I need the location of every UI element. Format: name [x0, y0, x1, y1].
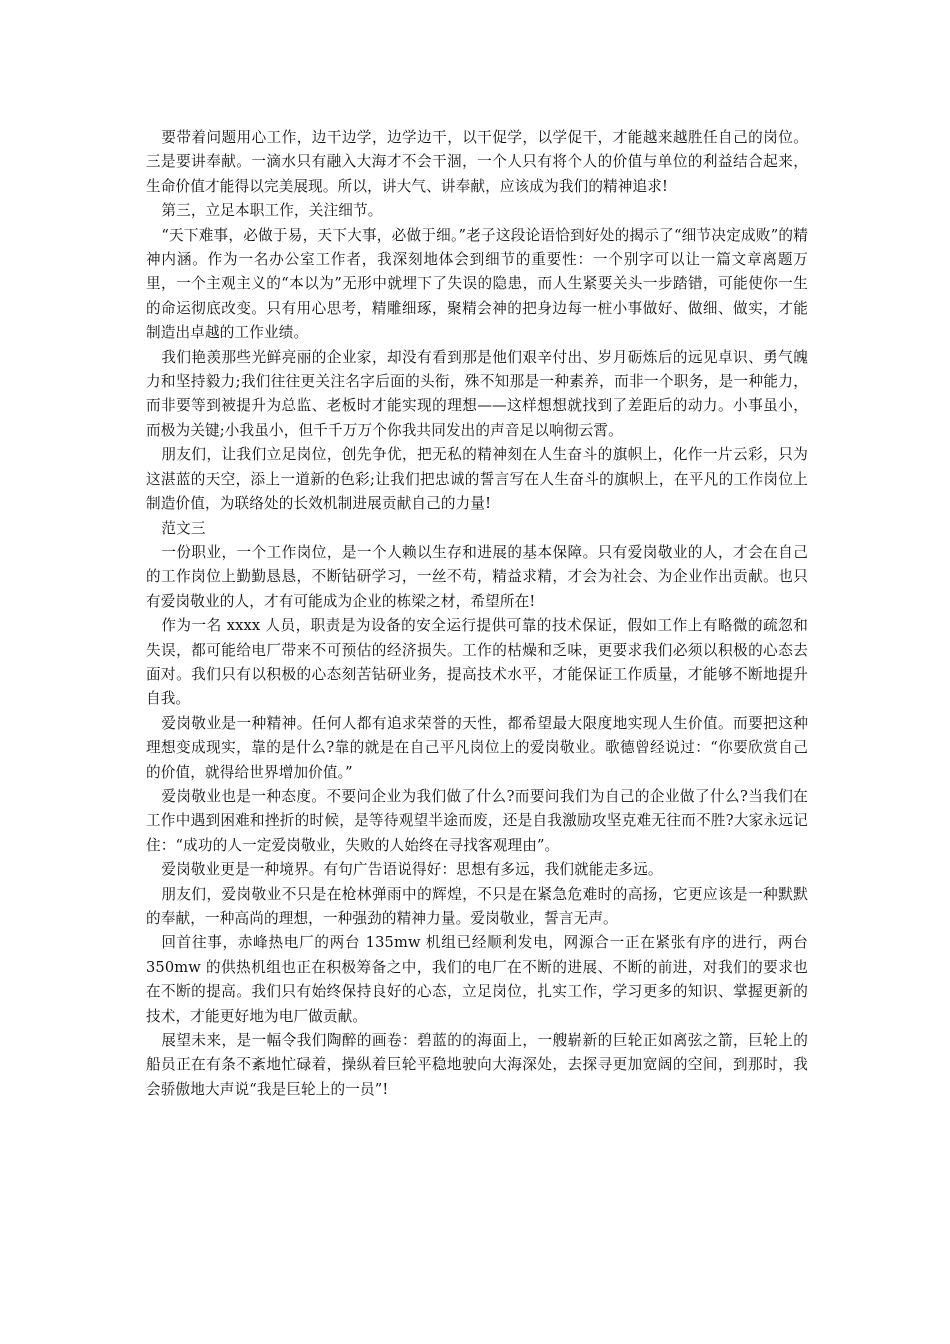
paragraph-10: 朋友们，爱岗敬业不只是在枪林弹雨中的辉煌，不只是在紧急危难时的高扬，它更应该是一种默默的奉献，一种高尚的理想，一种强劲的精神力量。爱岗敬业，誓言无声。 — [146, 885, 808, 927]
paragraph-7: 爱岗敬业是一种精神。任何人都有追求荣誉的天性，都希望最大限度地实现人生价值。而要把这种理想变成现实，靠的是什么?靠的就是在自己平凡岗位上的爱岗敬业。歌德曾经说过：“你要欣赏自己的价值，就得给世界增加价值。” — [146, 714, 808, 781]
document-body — [146, 126, 808, 1102]
paragraph-1: 要带着问题用心工作，边干边学，边学边干，以干促学，以学促干，才能越来越胜任自己的岗位。三是要讲奉献。一滴水只有融入大海才不会干涸，一个人只有将个人的价值与单位的利益结合起来，生命价值才能得以完美展现。所以，讲大气、讲奉献，应该成为我们的精神追求! — [146, 129, 808, 195]
section-heading-third: 第三，立足本职工作，关注细节。 — [161, 202, 383, 220]
paragraph-2: “天下难事，必做于易，天下大事，必做于细。”老子这段论语恰到好处的揭示了“细节决定成败”的精神内涵。作为一名办公室工作者，我深刻地体会到细节的重要性：一个别字可以让一篇文章离题万里，一个主观主义的“本以为”无形中就埋下了失误的隐患，而人生紧要关头一步踏错，可能使你一生的命运彻底改变。只有用心思考，精雕细琢，聚精会神的把身边每一桩小事做好、做细、做实，才能制造出卓越的工作业绩。 — [146, 226, 808, 342]
paragraph-3: 我们艳羡那些光鲜亮丽的企业家，却没有看到那是他们艰辛付出、岁月砺炼后的远见卓识、勇气魄力和坚持毅力;我们往往更关注名字后面的头衔，殊不知那是一种素养，而非一个职务，是一种能力，而非要等到被提升为总监、老板时才能实现的理想——这样想想就找到了差距后的动力。小事虽小，而极为关键;小我虽小，但千千万万个你我共同发出的声音足以响彻云霄。 — [146, 348, 808, 439]
paragraph-5: 一份职业，一个工作岗位，是一个人赖以生存和进展的基本保障。只有爱岗敬业的人，才会在自己的工作岗位上勤勤恳恳，不断钻研学习，一丝不苟，精益求精，才会为社会、为企业作出贡献。也只有爱岗敬业的人，才有可能成为企业的栋梁之材，希望所在! — [146, 543, 808, 610]
paragraph-6: 作为一名 xxxx 人员，职责是为设备的安全运行提供可靠的技术保证，假如工作上有略微的疏忽和失误，都可能给电厂带来不可预估的经济损失。工作的枯燥和乏味，更要求我们必须以积极的心态去面对。我们只有以积极的心态刻苦钻研业务，提高技术水平，才能保证工作质量，才能够不断地提升自我。 — [146, 617, 808, 708]
section-heading-sample-three: 范文三 — [161, 519, 206, 537]
paragraph-8: 爱岗敬业也是一种态度。不要问企业为我们做了什么?而要问我们为自己的企业做了什么?当我们在工作中遇到困难和挫折的时候，是等待观望半途而废，还是自我激励攻坚克难无往而不胜?大家永远记住：“成功的人一定爱岗敬业，失败的人始终在寻找客观理由”。 — [146, 787, 808, 854]
paragraph-11: 回首往事，赤峰热电厂的两台 135mw 机组已经顺利发电，网源合一正在紧张有序的进行，两台 350mw 的供热机组也正在积极筹备之中，我们的电厂在不断的进展、不断的前进，对我们的要求也在不断的提高。我们只有始终保持良好的心态，立足岗位，扎实工作，学习更多的知识、掌握更新的技术，才能更好地为电厂做贡献。 — [146, 934, 808, 1025]
paragraph-4: 朋友们，让我们立足岗位，创先争优，把无私的精神刻在人生奋斗的旗帜上，化作一片云彩，只为这湛蓝的天空，添上一道新的色彩;让我们把忠诚的誓言写在人生奋斗的旗帜上，在平凡的工作岗位上制造价值，为联络处的长效机制进展贡献自己的力量! — [146, 446, 808, 513]
paragraph-12: 展望未来，是一幅令我们陶醉的画卷：碧蓝的的海面上，一艘崭新的巨轮正如离弦之箭，巨轮上的船员正在有条不紊地忙碌着，操纵着巨轮平稳地驶向大海深处，去探寻更加宽阔的空间，到那时，我会骄傲地大声说“我是巨轮上的一员”! — [146, 1032, 808, 1098]
paragraph-9: 爱岗敬业更是一种境界。有句广告语说得好：思想有多远，我们就能走多远。 — [161, 861, 663, 879]
